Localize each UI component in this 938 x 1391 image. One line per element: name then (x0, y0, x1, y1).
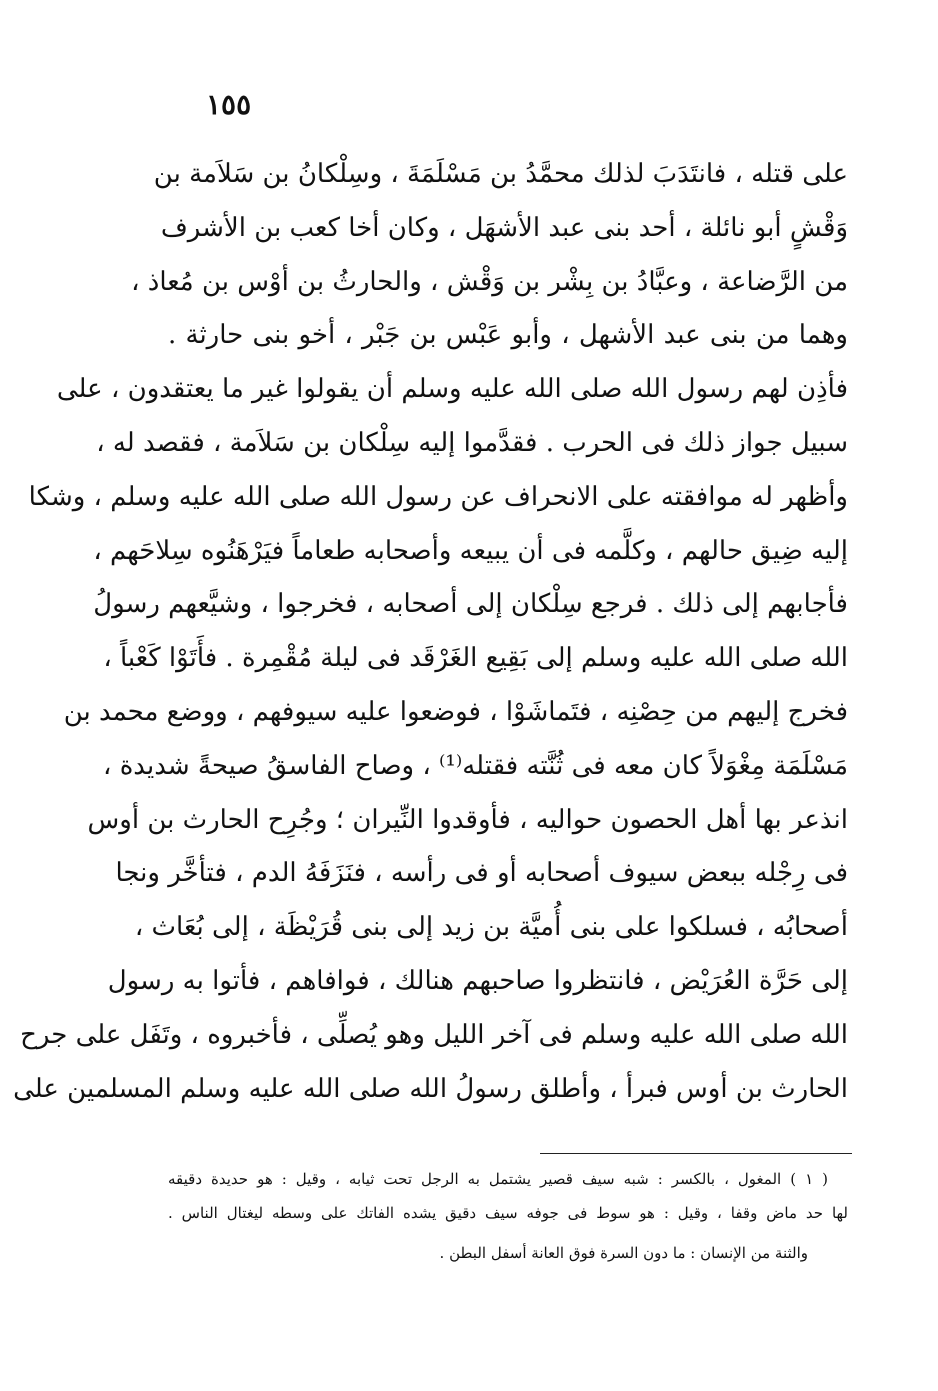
text-line: سبيل جواز ذلك فى الحرب . فقدَّموا إليه سِلْكان بن سَلاَمة ، فقصد له ، (96, 427, 848, 458)
text-line: الله صلى الله عليه وسلم فى آخر الليل وهو يُصلِّى ، فأخبروه ، وتَفَل على جرح (20, 1019, 848, 1050)
text-line: انذعر بها أهل الحصون حواليه ، فأوقدوا النِّيران ؛ وجُرِح الحارث بن أوس (87, 804, 848, 835)
text-line: الحارث بن أوس فبرأ ، وأطلق رسولُ الله صلى الله عليه وسلم المسلمين على (13, 1073, 848, 1104)
footnotes (168, 1162, 848, 1270)
text-line: مَسْلَمَة مِغْوَلاً كان معه فى ثُنَّته فقتله⁽¹⁾ ، وصاح الفاسقُ صيحةً شديدة ، (103, 750, 848, 781)
footnote-line: لها حد ماض وقفا ، وقيل : هو سوط فى جوفه سيف دقيق يشده الفاتك على وسطه ليغتال الناس . (168, 1204, 848, 1222)
footnote-divider (540, 1153, 852, 1154)
text-line: من الرَّضاعة ، وعبَّادُ بن بِشْر بن وَقْش ، والحارثُ بن أوْس بن مُعاذ ، (131, 266, 848, 297)
page-number: ١٥٥ (206, 88, 252, 121)
text-line: الله صلى الله عليه وسلم إلى بَقِيع الغَرْقَد فى ليلة مُقْمِرة . فأَتَوْا كَعْباً ، (103, 643, 848, 674)
text-line: فأجابهم إلى ذلك . فرجع سِلْكان إلى أصحابه ، فخرجوا ، وشيَّعهم رسولُ (93, 589, 848, 620)
text-line: فأذِن لهم رسول الله صلى الله عليه وسلم أن يقولوا غير ما يعتقدون ، على (56, 374, 848, 405)
footnote-line: ( ١ ) المغول ، بالكسر : شبه سيف قصير يشتمل به الرجل تحت ثيابه ، وقيل : هو حديدة دقيقه (168, 1170, 828, 1188)
text-line: وَقْشٍ أبو نائلة ، أحد بنى عبد الأشهَل ، وكان أخا كعب بن الأشرف (160, 212, 848, 243)
text-line: إلى حَرَّة العُرَيْض ، فانتظروا صاحبهم هنالك ، فوافاهم ، فأتوا به رسول (107, 965, 848, 996)
text-line: فخرج إليهم من حِصْنِه ، فتَماشَوْا ، فوضعوا عليه سيوفهم ، ووضع محمد بن (63, 696, 848, 727)
text-line: فى رِجْله ببعض سيوف أصحابه أو فى رأسه ، فنَزَفَهُ الدم ، فتأخَّر ونجا (115, 858, 848, 889)
text-line: على قتله ، فانتَدَبَ لذلك محمَّدُ بن مَسْلَمَةَ ، وسِلْكانُ بن سَلاَمة بن (153, 159, 848, 189)
text-line: وهما من بنى عبد الأشهل ، وأبو عَبْس بن جَبْر ، أخو بنى حارثة . (168, 320, 848, 351)
main-text (13, 148, 848, 1116)
text-line: أصحابُه ، فسلكوا على بنى أُميَّة بن زيد إلى بنى قُرَيْظَة ، إلى بُعَاث ، (134, 912, 848, 943)
text-line: إليه ضِيق حالهم ، وكلَّمه فى أن يبيعه وأصحابه طعاماً فيَرْهَنُوه سِلاحَهم ، (93, 535, 848, 566)
text-line: وأظهر له موافقته على الانحراف عن رسول الله صلى الله عليه وسلم ، وشكا (28, 481, 848, 512)
footnote-line: والثنة من الإنسان : ما دون السرة فوق العانة أسفل البطن . (439, 1244, 808, 1262)
